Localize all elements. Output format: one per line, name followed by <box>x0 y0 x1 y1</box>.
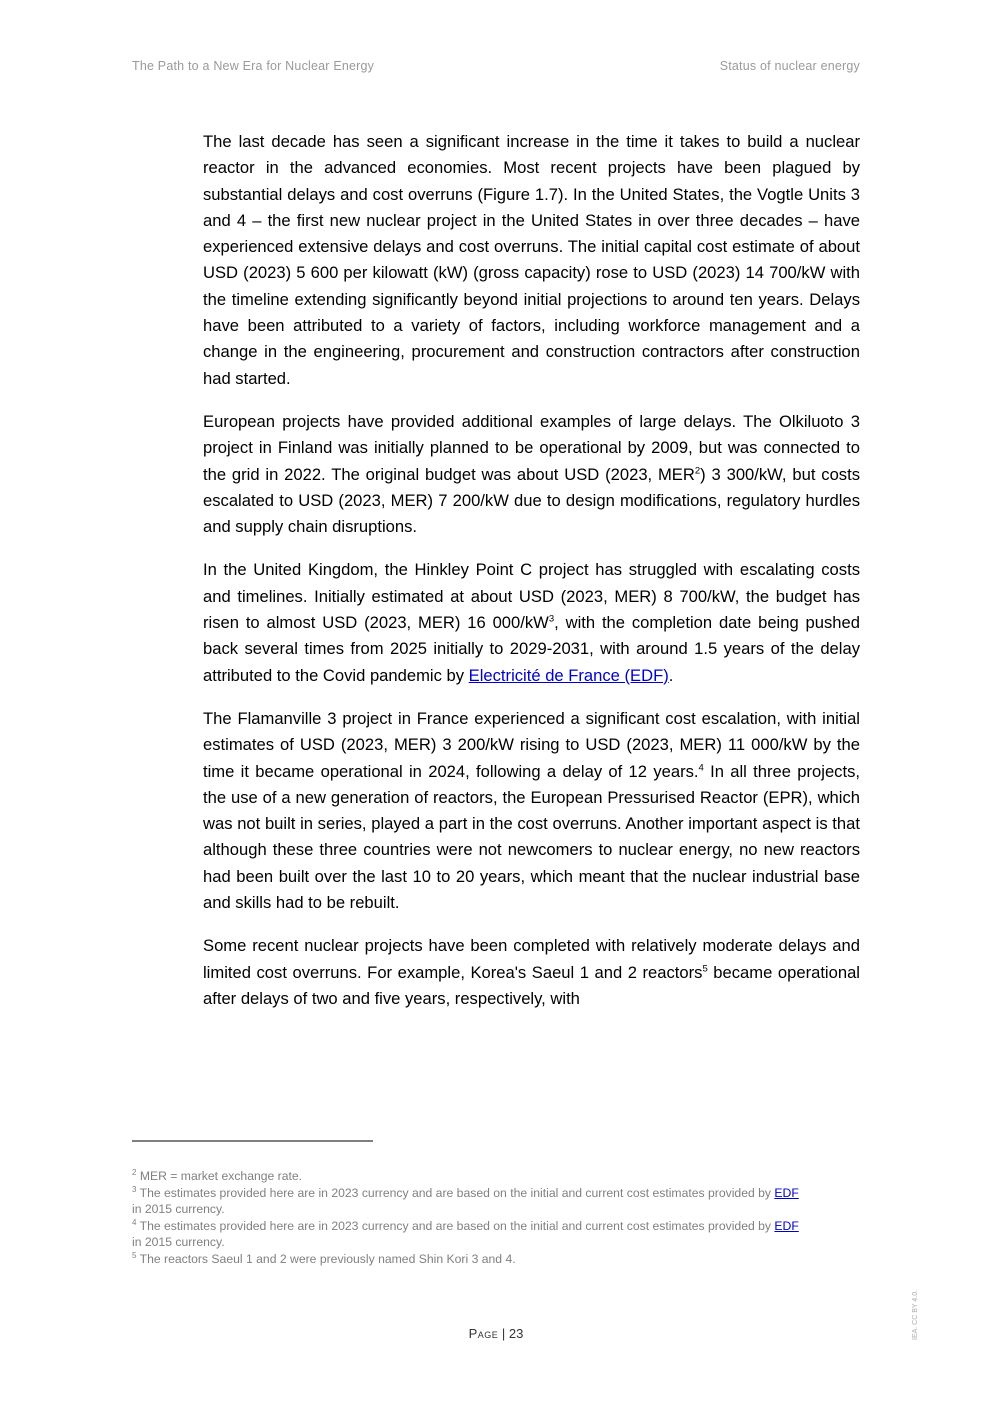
paragraph-text: European projects have provided additional examples of large delays. The Olkiluoto 3 project in Finland was initially planned to be operational by 2009, but was connected to the grid in 2022. The original budget was about USD (2023, MER <box>203 411 860 484</box>
license-notice: IEA. CC BY 4.0. <box>912 1289 919 1340</box>
footnote-3 <box>132 1185 860 1218</box>
paragraph-text: The Flamanville 3 project in France experienced a significant cost escalation, with initial estimates of USD (2023, MER) 3 200/kW rising to USD (2023, MER) 11 000/kW by the time it became operational in 2024, following a delay of 12 years. <box>203 708 860 781</box>
paragraph-text: The last decade has seen a significant increase in the time it takes to build a nuclear reactor in the advanced economies. Most recent projects have been plagued by substantial delays and cost overruns (Figure 1.7). In the United States, the Vogtle Units 3 and 4 – the first new nuclear project in the United States in over three decades – have experienced extensive delays and cost overruns. The initial capital cost estimate of about USD (2023) 5 600 per kilowatt (kW) (gross capacity) rose to USD (2023) 14 700/kW with the timeline extending significantly beyond initial projections to around ten years. Delays have been attributed to a variety of factors, including workforce management and a change in the engineering, procurement and construction contractors after construction had started. <box>203 132 860 388</box>
footnote-2 <box>132 1168 860 1185</box>
paragraph-text: In the United Kingdom, the Hinkley Point C project has struggled with escalating costs and timelines. Initially estimated at about USD (2023, MER) 8 700/kW, the budget has risen to almost USD (2023, MER) 16 000/kW <box>203 560 860 633</box>
paragraph-text: , with the completion date being pushed back several times from 2025 initially to 2029-2031, with around 1.5 years of the delay attributed to the Covid pandemic by <box>203 613 860 685</box>
paragraph-text: became operational after delays of two and five years, respectively, with <box>203 962 860 1008</box>
footnote-edf-link[interactable]: EDF <box>774 1218 799 1233</box>
footnote-4 <box>132 1218 860 1251</box>
paragraph-vogtle <box>203 129 860 392</box>
paragraph-text: In all three projects, the use of a new generation of reactors, the European Pressurised Reactor (EPR), which was not built in series, played a part in the cost overruns. Another important aspect is that although these three countries were not newcomers to nuclear energy, no new reactors had been built over the last 10 to 20 years, which meant that the nuclear industrial base and skills had to be rebuilt. <box>203 761 860 913</box>
footnote-number: 3 <box>132 1184 137 1194</box>
paragraph-text: Some recent nuclear projects have been completed with relatively moderate delays and limited cost overruns. For example, Korea's Saeul 1 and 2 reactors <box>203 936 860 982</box>
footnote-number: 4 <box>132 1217 137 1227</box>
page-separator: | <box>498 1326 509 1341</box>
footnote-number: 5 <box>132 1250 137 1260</box>
footnote-text: The estimates provided here are in 2023 currency and are based on the initial and current cost estimates provided by <box>136 1218 775 1233</box>
footnotes <box>132 1168 860 1268</box>
footnote-text: The reactors Saeul 1 and 2 were previously named Shin Kori 3 and 4. <box>136 1251 516 1266</box>
running-header-section: Status of nuclear energy <box>719 59 860 73</box>
edf-link[interactable]: Electricité de France (EDF) <box>468 665 669 685</box>
footnote-divider <box>132 1140 373 1142</box>
paragraph-hinkley <box>203 557 860 688</box>
footnote-text: in 2015 currency. <box>132 1235 225 1250</box>
page-label: Page <box>468 1326 499 1341</box>
paragraph-text: . <box>668 665 674 685</box>
footnote-text: The estimates provided here are in 2023 currency and are based on the initial and current cost estimates provided by <box>136 1185 775 1200</box>
footnote-ref-4[interactable]: 4 <box>698 762 704 773</box>
page-number-value: 23 <box>508 1326 524 1341</box>
page-number <box>0 1326 992 1341</box>
footnote-ref-2[interactable]: 2 <box>694 465 701 477</box>
footnote-ref-5[interactable]: 5 <box>702 963 708 975</box>
footnote-ref-3[interactable]: 3 <box>548 613 555 625</box>
paragraph-text: ) 3 300/kW, but costs escalated to USD (2023, MER) 7 200/kW due to design modifications, regulatory hurdles and supply chain disruptions. <box>203 464 860 537</box>
footnote-edf-link[interactable]: EDF <box>774 1185 799 1200</box>
footnote-text: in 2015 currency. <box>132 1202 225 1217</box>
paragraph-flamanville <box>203 706 860 916</box>
footnote-number: 2 <box>132 1167 137 1177</box>
running-header-title: The Path to a New Era for Nuclear Energy <box>132 59 375 73</box>
footnote-text: MER = market exchange rate. <box>136 1169 303 1183</box>
footnote-5 <box>132 1251 860 1268</box>
main-text <box>203 129 860 1029</box>
paragraph-saeul <box>203 933 860 1012</box>
paragraph-olkiluoto <box>203 409 860 540</box>
